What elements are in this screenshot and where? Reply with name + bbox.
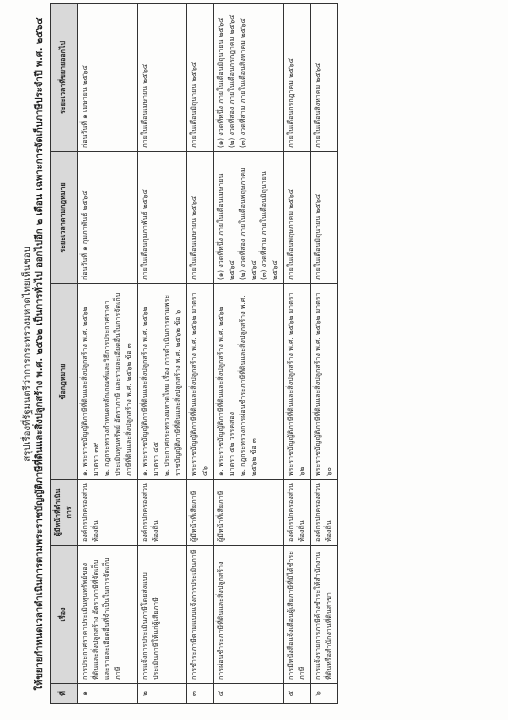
document-title: สรุปเรื่องที่รัฐมนตรีว่าการกระทรวงมหาดไทยเห็นชอบ [22, 246, 33, 462]
row-number: ๓ [186, 684, 213, 704]
row-subject: การประกาศราคาประเมินทุนทรัพย์ของที่ดินและสิ่งปลูกสร้าง อัตราภาษีที่จัดเก็บ และรายละเอียดอื่นที่จำเป็นในการจัดเก็บภาษี [77, 546, 137, 684]
column-header-law: ข้อกฎหมาย [50, 284, 77, 480]
row-responsible: องค์กรปกครองส่วนท้องถิ่น [77, 480, 137, 546]
table-header-row [50, 4, 77, 704]
column-header-legal-period: ระยะเวลาตามกฎหมาย [50, 152, 77, 284]
table-row [77, 4, 137, 704]
row-extended-period-line: (๒) งวดที่สอง ภายในเดือนกรกฎาคม ๒๕๖๔ [226, 14, 236, 148]
column-header-extended-period: ระยะเวลาที่ขยายออกไป [50, 4, 77, 152]
table-row [284, 4, 311, 704]
table-row [311, 4, 338, 704]
document-subtitle: ให้ขยายกำหนดเวลาดำเนินการตามพระราชบัญญัติภาษีที่ดินและสิ่งปลูกสร้าง พ.ศ. ๒๕๖๒ เป็นการทั่วไป ออกไปอีก ๒ เดือน เฉพาะการจัดเก็บภาษีประจำปี พ.ศ. ๒๕๖๔ [33, 17, 45, 691]
row-subject: การแจ้งรายการภาษีค้างชำระให้สำนักงานที่ดินหรือสำนักงานที่ดินสาขา [311, 546, 338, 684]
row-subject: การมีหนังสือแจ้งเตือนผู้เสียภาษีที่มิได้ชำระภาษี [284, 546, 311, 684]
row-extended-period-line: ภายในเดือนกรกฎาคม ๒๕๖๔ [286, 57, 296, 148]
row-extended-period [311, 4, 338, 152]
row-legal-period-line: (๑) งวดที่หนึ่ง ภายในเดือนเมษายน ๒๕๖๔ [215, 173, 236, 280]
column-header-responsible: ผู้มีหน้าที่ดำเนินการ [50, 480, 77, 546]
row-number: ๖ [311, 684, 338, 704]
row-number: ๕ [284, 684, 311, 704]
row-legal-period [284, 152, 311, 284]
row-extended-period-line: ภายในเดือนเมษายน ๒๕๖๔ [139, 63, 149, 148]
row-law [77, 284, 137, 480]
row-legal-period-line: ภายในเดือนมิถุนายน ๒๕๖๔ [313, 193, 323, 280]
row-number: ๑ [77, 684, 137, 704]
row-responsible: องค์กรปกครองส่วนท้องถิ่น [284, 480, 311, 546]
table-row [186, 4, 213, 704]
row-law [311, 284, 338, 480]
row-legal-period-line: (๒) งวดที่สอง ภายในเดือนพฤษภาคม ๒๕๖๔ [237, 167, 258, 280]
row-law [213, 284, 284, 480]
row-law-line: ๒. กฎกระทรวงกำหนดหลักเกณฑ์และวิธีการประกาศราคาประเมินทุนทรัพย์ อัตราภาษี และรายละเอียดอื่นในการจัดเก็บภาษีที่ดินและสิ่งปลูกสร้าง พ.ศ. ๒๕๖๒ ข้อ ๓ [101, 292, 133, 476]
row-law [186, 284, 213, 480]
row-number: ๒ [137, 684, 186, 704]
row-law-line: ๒. กฎกระทรวงการผ่อนชำระภาษีที่ดินและสิ่งปลูกสร้าง พ.ศ. ๒๕๖๒ ข้อ ๓ [237, 295, 258, 476]
row-extended-period [137, 4, 186, 152]
row-responsible: องค์กรปกครองส่วนท้องถิ่น [311, 480, 338, 546]
row-legal-period-line: ก่อนวันที่ ๑ กุมภาพันธ์ ๒๕๖๔ [79, 190, 89, 280]
row-law-line: ๒. ประกาศกระทรวงมหาดไทย เรื่อง การดำเนินการตามพระราชบัญญัติภาษีที่ดินและสิ่งปลูกสร้าง พ.ศ. ๒๕๖๒ ข้อ ๖ [161, 294, 182, 476]
row-law-line: พระราชบัญญัติภาษีที่ดินและสิ่งปลูกสร้าง พ.ศ. ๒๕๖๒ มาตรา ๖๐ [313, 292, 334, 476]
row-legal-period-line: (๓) งวดที่สาม ภายในเดือนมิถุนายน ๒๕๖๔ [259, 171, 280, 280]
row-legal-period-line: ภายในเดือนเมษายน ๒๕๖๔ [188, 195, 198, 280]
column-header-no: ที่ [50, 684, 77, 704]
row-extended-period-line: (๑) งวดที่หนึ่ง ภายในเดือนมิถุนายน ๒๕๖๔ [215, 17, 225, 148]
row-legal-period [186, 152, 213, 284]
document-header [22, 4, 46, 704]
row-responsible: ผู้มีหน้าที่เสียภาษี [186, 480, 213, 546]
row-law-line: พระราชบัญญัติภาษีที่ดินและสิ่งปลูกสร้าง พ.ศ. ๒๕๖๒ มาตรา ๖๒ [286, 292, 307, 476]
table-row [137, 4, 186, 704]
row-legal-period [77, 152, 137, 284]
column-header-subject: เรื่อง [50, 546, 77, 684]
row-legal-period-line: ภายในเดือนกุมภาพันธ์ ๒๕๖๔ [139, 189, 149, 280]
row-extended-period-line: (๓) งวดที่สาม ภายในเดือนสิงหาคม ๒๕๖๔ [237, 18, 247, 148]
row-subject: การผ่อนชำระภาษีที่ดินและสิ่งปลูกสร้าง [213, 546, 284, 684]
row-responsible: ผู้มีหน้าที่เสียภาษี [213, 480, 284, 546]
schedule-table [50, 3, 339, 704]
row-number: ๔ [213, 684, 284, 704]
row-extended-period-line: ภายในเดือนสิงหาคม ๒๕๖๔ [313, 62, 323, 148]
row-responsible: องค์กรปกครองส่วนท้องถิ่น [137, 480, 186, 546]
row-law [137, 284, 186, 480]
row-legal-period-line: ภายในเดือนพฤษภาคม ๒๕๖๔ [286, 188, 296, 280]
row-extended-period [284, 4, 311, 152]
table-row [213, 4, 284, 704]
row-extended-period-line: ก่อนวันที่ ๑ เมษายน ๒๕๖๔ [79, 65, 89, 148]
row-subject: การชำระภาษีตามแบบแจ้งการประเมินภาษี [186, 546, 213, 684]
rotated-landscape-content [22, 4, 494, 704]
row-legal-period [137, 152, 186, 284]
row-law [284, 284, 311, 480]
table-body [77, 4, 338, 704]
row-law-line: ๑. พระราชบัญญัติภาษีที่ดินและสิ่งปลูกสร้าง พ.ศ. ๒๕๖๒ มาตรา ๓๙ [79, 306, 100, 476]
row-extended-period [77, 4, 137, 152]
row-law-line: ๑. พระราชบัญญัติภาษีที่ดินและสิ่งปลูกสร้าง พ.ศ. ๒๕๖๒ มาตรา ๔๕ [139, 306, 160, 476]
row-law-line: พระราชบัญญัติภาษีที่ดินและสิ่งปลูกสร้าง พ.ศ. ๒๕๖๒ มาตรา ๔๖ [188, 292, 209, 476]
row-extended-period-line: ภายในเดือนมิถุนายน ๒๕๖๔ [188, 61, 198, 148]
row-extended-period [213, 4, 284, 152]
row-legal-period [311, 152, 338, 284]
row-subject: การแจ้งการประเมินภาษีโดยส่งแบบประเมินภาษีให้แก่ผู้เสียภาษี [137, 546, 186, 684]
row-extended-period [186, 4, 213, 152]
row-law-line: ๑. พระราชบัญญัติภาษีที่ดินและสิ่งปลูกสร้าง พ.ศ. ๒๕๖๒ มาตรา ๕๒ วรรคสอง [215, 306, 236, 476]
row-legal-period [213, 152, 284, 284]
